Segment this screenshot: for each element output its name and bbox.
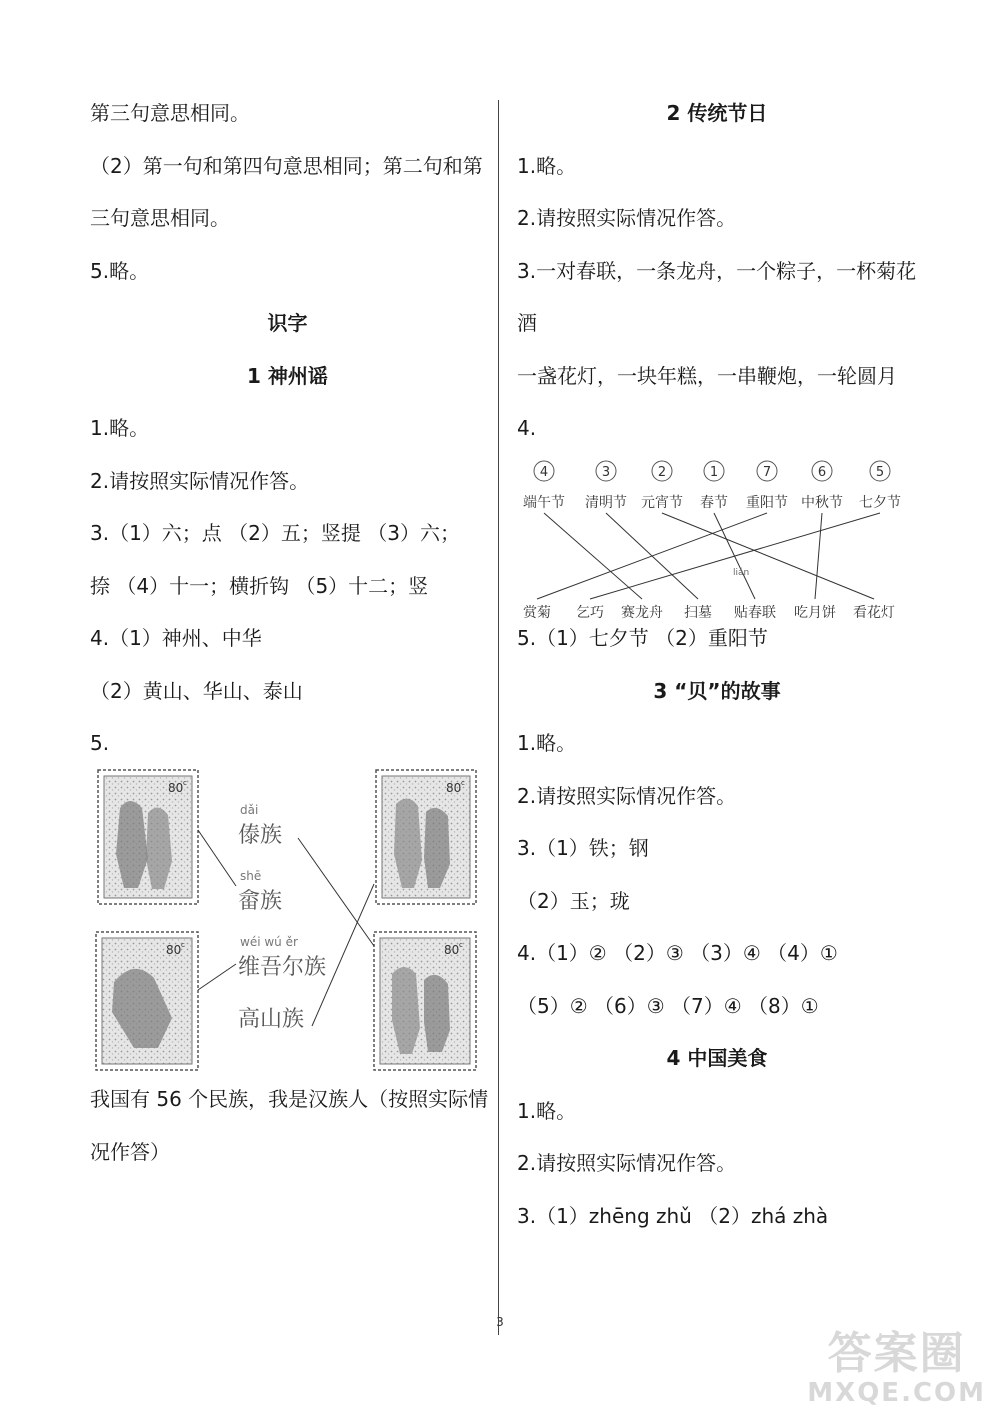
column-divider	[498, 100, 499, 1335]
stamp-bottom-left	[96, 932, 198, 1070]
festival-label: 端午节	[523, 495, 565, 511]
festival-label: 清明节	[585, 495, 627, 511]
match-line	[198, 830, 236, 886]
page-number: 3	[496, 1315, 504, 1329]
festival-label: 重阳节	[746, 495, 788, 511]
text-line: （2）第一句和第四句意思相同；第二句和第	[90, 153, 483, 178]
order-circles	[534, 461, 890, 481]
text-line: （2）黄山、华山、泰山	[90, 678, 303, 703]
festival-match-line	[662, 513, 874, 599]
text-line: 3.（1）六；点 （2）五；竖提 （3）六；	[90, 521, 460, 545]
text-line: 5.	[90, 731, 110, 755]
ethnic-group-gaoshan	[238, 1007, 304, 1032]
stamp-value: 80	[444, 943, 460, 957]
lesson-title: 2 传统节日	[666, 101, 768, 125]
text-line: 我国有 56 个民族，我是汉族人（按照实际情	[90, 1087, 489, 1111]
festival-label: 中秋节	[801, 495, 843, 511]
ethnic-name: 维吾尔族	[238, 955, 327, 980]
custom-pinyin: lián	[733, 568, 750, 578]
matching-lines	[198, 830, 374, 1026]
order-number: 4	[539, 465, 549, 480]
ethnic-group-dai	[238, 803, 282, 848]
text-line: 1.略。	[517, 153, 577, 178]
ethnic-name: 傣族	[238, 823, 283, 848]
ethnic-stamp-matching-figure	[90, 768, 485, 1080]
order-number: 1	[709, 465, 719, 480]
text-line: 3.（1）铁；钢	[517, 836, 649, 860]
custom-labels	[523, 604, 895, 621]
stamp-top-right	[376, 770, 476, 904]
ethnic-group-uyghur	[238, 935, 326, 980]
festival-match-line	[544, 513, 642, 599]
custom-label: 赛龙舟	[621, 605, 663, 621]
order-number: 5	[875, 465, 885, 480]
stamp-cent: c	[183, 779, 187, 787]
ethnic-group-she	[238, 869, 282, 914]
section-heading: 识字	[267, 311, 308, 335]
custom-label: 乞巧	[576, 605, 604, 621]
watermark-logo	[807, 1330, 986, 1408]
stamp-value: 80	[166, 943, 182, 957]
text-line: 一盏花灯，一块年糕，一串鞭炮，一轮圆月	[517, 363, 897, 388]
text-line: （2）玉；珑	[517, 888, 630, 913]
stamp-matching-svg	[90, 768, 485, 1080]
stamp-cent: c	[461, 779, 465, 787]
festival-label: 七夕节	[859, 495, 901, 511]
stamp-top-left	[98, 770, 198, 904]
watermark-line1: 答案圈	[827, 1328, 966, 1379]
custom-label: 扫墓	[684, 605, 712, 621]
order-number: 7	[762, 465, 772, 480]
festival-label: 元宵节	[641, 495, 683, 511]
pinyin-label: shē	[240, 869, 262, 883]
text-line: 3.一对春联，一条龙舟，一个粽子，一杯菊花	[517, 258, 917, 283]
text-line: 4.（1）② （2）③ （3）④ （4）①	[517, 941, 838, 965]
custom-label: 赏菊	[523, 605, 551, 621]
stamp-cent: c	[459, 941, 463, 949]
custom-label: 贴春联	[734, 605, 776, 621]
stamp-bottom-right	[374, 932, 476, 1070]
text-line: 捺 （4）十一；横折钩 （5）十二；竖	[90, 573, 429, 598]
right-column	[517, 100, 917, 1255]
text-line: 3.（1）zhēng zhǔ （2）zhá zhà	[517, 1203, 829, 1228]
text-line: 2.请按照实际情况作答。	[517, 206, 737, 230]
stamp-value: 80	[168, 781, 184, 795]
text-line: 三句意思相同。	[90, 206, 230, 230]
text-line: 1.略。	[517, 731, 577, 755]
pinyin-label: wéi wú ěr	[240, 935, 298, 949]
text-line: （5）② （6）③ （7）④ （8）①	[517, 993, 819, 1018]
text-line: 5.略。	[90, 258, 150, 283]
festival-matching-figure	[517, 457, 917, 625]
festival-match-line	[537, 513, 767, 599]
festival-match-line	[815, 513, 822, 599]
ethnic-name: 高山族	[238, 1007, 305, 1032]
text-line: 4.（1）神州、中华	[90, 626, 262, 650]
festival-labels	[523, 494, 901, 511]
festival-matching-svg	[517, 457, 917, 625]
pinyin-label: dǎi	[240, 803, 259, 817]
festival-match-line	[590, 513, 880, 599]
match-line	[198, 964, 236, 990]
text-line: 况作答）	[90, 1139, 170, 1164]
text-line: 第三句意思相同。	[90, 101, 250, 125]
stamp-cent: c	[181, 941, 185, 949]
ethnic-name: 畲族	[238, 889, 283, 914]
text-line: 酒	[517, 311, 537, 335]
lesson-title: 4 中国美食	[666, 1046, 768, 1070]
text-line: 2.请按照实际情况作答。	[517, 1151, 737, 1175]
order-number: 6	[817, 465, 827, 480]
text-line: 1.略。	[517, 1098, 577, 1123]
lesson-title: 1 神州谣	[247, 363, 328, 388]
text-line: 2.请按照实际情况作答。	[90, 468, 310, 493]
order-number: 2	[657, 465, 667, 480]
festival-match-lines	[537, 513, 880, 599]
text-line: 2.请按照实际情况作答。	[517, 783, 737, 808]
order-number: 3	[601, 465, 611, 480]
lesson-title: 3 “贝”的故事	[653, 678, 781, 703]
custom-label: 看花灯	[853, 605, 895, 621]
left-column	[90, 100, 489, 1191]
match-line	[298, 838, 374, 946]
text-line: 4.	[517, 416, 537, 440]
watermark-line2: MXQE.COM	[807, 1378, 986, 1408]
festival-label: 春节	[700, 495, 728, 511]
text-line: 1.略。	[90, 416, 150, 440]
text-line: 5.（1）七夕节 （2）重阳节	[517, 626, 768, 650]
stamp-value: 80	[446, 781, 462, 795]
custom-label: 吃月饼	[794, 605, 836, 621]
